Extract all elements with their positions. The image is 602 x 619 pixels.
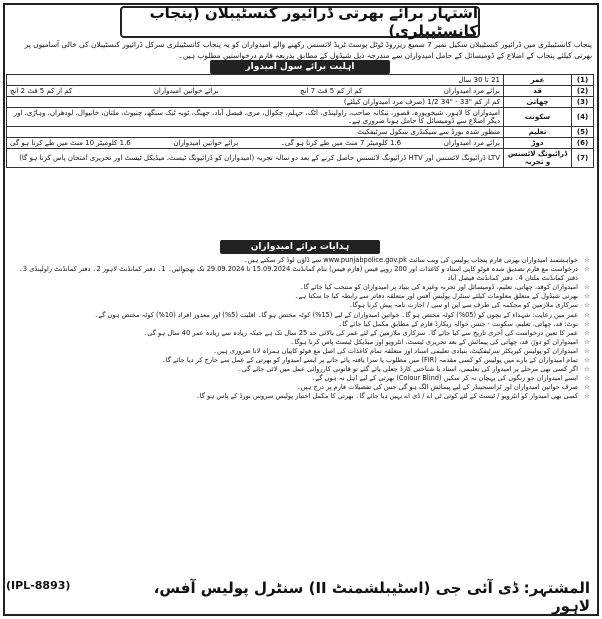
intro-paragraph: پنجاب کانسٹیبلری میں ڈرائیور کنسٹیبلان سکیل نمبر 7 سمیع ریزروڈ ٹوٹل پوسٹ ٹریڈ لائسنس رکھنے والے امیدواران کو یہ پنجاب کانسٹیبلری سرکل ڈرائیور کنسٹیبلان کی خالی آسامیوں پر بھرتی کیلئے پنجاب کے اضلاع کے ڈومیسائل کے حامل امیدواران سے مندرجہ ذیل شیڈول کے مطابق بذریعہ فارم درخواستیں مطلوب ہیں۔ [24, 40, 592, 60]
row-label: عمر [504, 75, 572, 86]
row-value-text: 1.6 کلومیٹر 7 منٹ میں طے کرنا ہو گی۔ [280, 139, 402, 147]
instruction-text: ایسے امیدواران جو رنگوں کی پہچان نہ کر سکیں (Colour Blind) بھرتی کے لیے اہل نہ ہوں گے۔ [311, 374, 578, 383]
row-value-text: LTV ڈرائیونگ لائسنس اور HTV ڈرائیونگ لائسنس حاصل کرنے کے بعد دو سالہ تجربہ (امیدواران کو ڈرائیونگ ٹیسٹ، میڈیکل ٹیسٹ اور تحریری امتحان پاس کرنا ہو گا) [19, 154, 500, 162]
instructions-list [8, 256, 592, 402]
row-value-text: برائے مرد امیدواران [443, 139, 500, 147]
star-icon: ☆ [584, 392, 590, 401]
row-value-text: برائے مرد امیدواران [443, 87, 500, 95]
row-value [7, 108, 504, 127]
star-icon: ☆ [584, 256, 590, 264]
instruction-item [8, 338, 592, 347]
eligibility-row [7, 97, 594, 108]
row-number: (2) [572, 86, 594, 97]
instruction-text: تمام امیدواران کے بارے میں پولیس کو کسی مقدمہ (FIR) میں مطلوب یا سزا یافتہ پائے جانے پر ایسے امیدوار کو بھرتی کے عمل سے خارج کر دیا جائے گا۔ [161, 356, 578, 365]
star-icon: ☆ [584, 374, 590, 383]
star-icon: ☆ [584, 292, 590, 301]
eligibility-table [6, 74, 594, 168]
row-value-text: برائے خواتین امیدواران [153, 87, 219, 95]
row-label: چھاتی [504, 97, 572, 108]
instruction-item [8, 365, 592, 374]
instruction-item [8, 383, 592, 392]
row-number: (6) [572, 138, 594, 149]
row-value-text: برائے خواتین امیدواران [173, 139, 239, 147]
instruction-item [8, 256, 592, 265]
row-label: تعلیم [504, 127, 572, 138]
eligibility-heading: اہلیت برائے سول امیدوار [210, 60, 390, 74]
instruction-item [8, 329, 592, 338]
row-value [7, 138, 504, 149]
row-number: (7) [572, 149, 594, 168]
instruction-text: درخواست مع فارم تصدیق شدہ فوٹو کاپی اسناد و کاغذات اور 200 روپے فیس (فارم فیس) بنام کمانڈنٹ 15.09.2024 تا 29.09.2024 تک بھجوائیں۔ 1۔ دفتر کمانڈنٹ لاہور 2۔ دفتر کمانڈنٹ راولپنڈی 3۔ دفتر کمانڈنٹ ملتان 4۔ دفتر کمانڈنٹ فیصل آباد [19, 265, 578, 283]
row-value-text: 21 تا 30 سال [458, 76, 500, 84]
ipl-code: (IPL-8893) [6, 579, 71, 592]
row-label: سکونت [504, 108, 572, 127]
instruction-text: امیدواران کو پولیس کیریکٹر سرٹیفکیٹ، بنیادی تعلیمی اسناد اور متعلقہ تمام کاغذات کی اصل مع فوٹو کاپیاں ہمراہ لانا ضروری ہیں۔ [213, 346, 578, 355]
instruction-text: نوٹ: قد، چھاتی، تعلیم، سکونت - جنس حوالہ ریکارڈ فارم کے مطابق مکمل کیا جائے گا۔ [338, 319, 578, 328]
star-icon: ☆ [584, 265, 590, 274]
eligibility-row [7, 127, 594, 138]
row-value [7, 75, 504, 86]
row-value-text: کم از کم 5 فٹ 7 انچ [300, 87, 363, 95]
star-icon: ☆ [584, 283, 590, 292]
instruction-item [8, 392, 592, 401]
instruction-item [8, 292, 592, 301]
row-value-text: امیدواران کا لاہور، شیخوپورہ، قصور، ننکانہ صاحب، راولپنڈی، اٹک، جہلم، چکوال، مری، فیصل آباد، جھنگ، ٹوبہ ٹیک سنگھ، چنیوٹ، ملتان، خانیوال، لودھراں، وہاڑی، اور دیگر اضلاع سے ڈومیسائل کا حامل ہونا ضروری ہے۔ [13, 109, 500, 125]
star-icon: ☆ [584, 346, 590, 355]
row-value-text: کم از کم 5 فٹ 2 انچ [10, 87, 73, 95]
star-icon: ☆ [584, 337, 590, 346]
row-value [7, 127, 504, 138]
instruction-text: امیدواران کو دوڑ، قد، چھاتی کی پیمائش کے بعد تحریری ٹیسٹ، انٹرویو اور میڈیکل ٹیسٹ پاس کرنا ہوگا۔ [290, 337, 578, 346]
star-icon: ☆ [584, 319, 590, 328]
row-value [7, 149, 504, 168]
row-label: دوڑ [504, 138, 572, 149]
advertisement-title: اشتہار برائے بھرتی ڈرائیور کنسٹیبلان (پنجاب کانسٹیبلری) [120, 6, 480, 38]
instruction-text: عمر میں رعایت: شہداء کے بچوں کو (05%) کوٹہ مختص ہو گا۔ خواتین امیدواران کے لیے (15%) کوٹہ مختص ہو گا۔ اقلیت (5%) اور معذور افراد (10%) کوٹہ مختص ہوں گے۔ [94, 310, 578, 319]
instruction-text: اگر کسی بھی مرحلے پر امیدوار کی تعلیمی، اسناد یا شناختی کارڈ جعلی پائے گئے تو قانونی کارروائی عمل میں لائی جائے گی۔ [237, 365, 578, 374]
instruction-text: خواہشمند امیدواران بھرتی فارم پنجاب پولیس کی ویب سائٹ www.punjabpolice.gov.pk سے ڈاؤن لوڈ کر سکتے ہیں۔ [243, 256, 578, 264]
row-label: قد [504, 86, 572, 97]
row-number: (3) [572, 97, 594, 108]
instruction-text: کسی بھی امیدوار کو انٹرویو / ٹیسٹ کے لئے کوئی ٹی اے / ڈی اے نہیں دیا جائے گا۔ بھرتی کا مکمل اختیار پولیس سروس بورڈ کے پاس ہو گا۔ [195, 392, 578, 401]
eligibility-row [7, 149, 594, 168]
instruction-text: صرف خواتین امیدواران اور ٹرانسجینڈر کے لیے پیمائش الگ ہو گی جس کی تفصیلات فارم پر درج ہیں۔ [296, 383, 578, 392]
instruction-item [8, 320, 592, 329]
eligibility-row [7, 75, 594, 86]
row-number: (1) [572, 75, 594, 86]
instruction-item [8, 265, 592, 283]
instructions-heading: ہدایات برائے امیدواران [220, 240, 380, 254]
advertiser-footer: المشتہر: ڈی آئی جی (اسٹیبلشمنٹ II) سنٹرل پولیس آفس، لاہور [153, 579, 590, 615]
instruction-text: امیدواران کوقد، چھاتی، تعلیم، ڈومیسائل اور تجربہ وغیرہ کی بنیاد پر امیدواران کو منتخب کیا جائے گا۔ [299, 283, 578, 292]
star-icon: ☆ [584, 383, 590, 392]
star-icon: ☆ [584, 301, 590, 310]
instruction-text: عمر کا تعین درخواست کی آخری تاریخ سے کیا جائے گا۔ سرکاری ملازمین کے لئے عمر کی بالائی حد 25 سال تک ہے جبکہ زیادہ سے زیادہ عمر 40 سال ہو گی۔ [143, 328, 578, 337]
star-icon: ☆ [584, 310, 590, 319]
row-label: ڈرائیونگ لائسنس و تجربہ [504, 149, 572, 168]
instruction-item [8, 283, 592, 292]
row-value-text: منظور شدہ بورڈ سے سیکنڈری سکول سرٹیفکیٹ [357, 128, 500, 136]
row-value-text: کم از کم "33 - "34 1/2 (صرف مرد امیدواران کیلئے) [343, 98, 500, 106]
instruction-text: سرکاری ملازمین کو محکمہ کی طرف سے این او سی / اجازت نامہ پیش کرنا ہوگا۔ [348, 301, 578, 310]
instruction-item [8, 311, 592, 320]
instruction-item [8, 356, 592, 365]
star-icon: ☆ [584, 365, 590, 374]
row-number: (5) [572, 127, 594, 138]
instruction-item [8, 374, 592, 383]
star-icon: ☆ [584, 328, 590, 337]
instruction-item [8, 301, 592, 310]
eligibility-row [7, 86, 594, 97]
row-value [7, 86, 504, 97]
eligibility-row [7, 108, 594, 127]
row-number: (4) [572, 108, 594, 127]
eligibility-row [7, 138, 594, 149]
row-value [7, 97, 504, 108]
row-value-text: 1.6 کلومیٹر 10 منٹ میں طے کرنا ہو گی [10, 139, 131, 147]
instruction-item [8, 347, 592, 356]
star-icon: ☆ [584, 356, 590, 365]
instruction-text: بھرتی شیڈول کے متعلق معلومات کیلئے سنٹرل پولیس آفس اور متعلقہ دفاتر سے رابطہ کیا جا سکتا ہے۔ [294, 292, 578, 301]
